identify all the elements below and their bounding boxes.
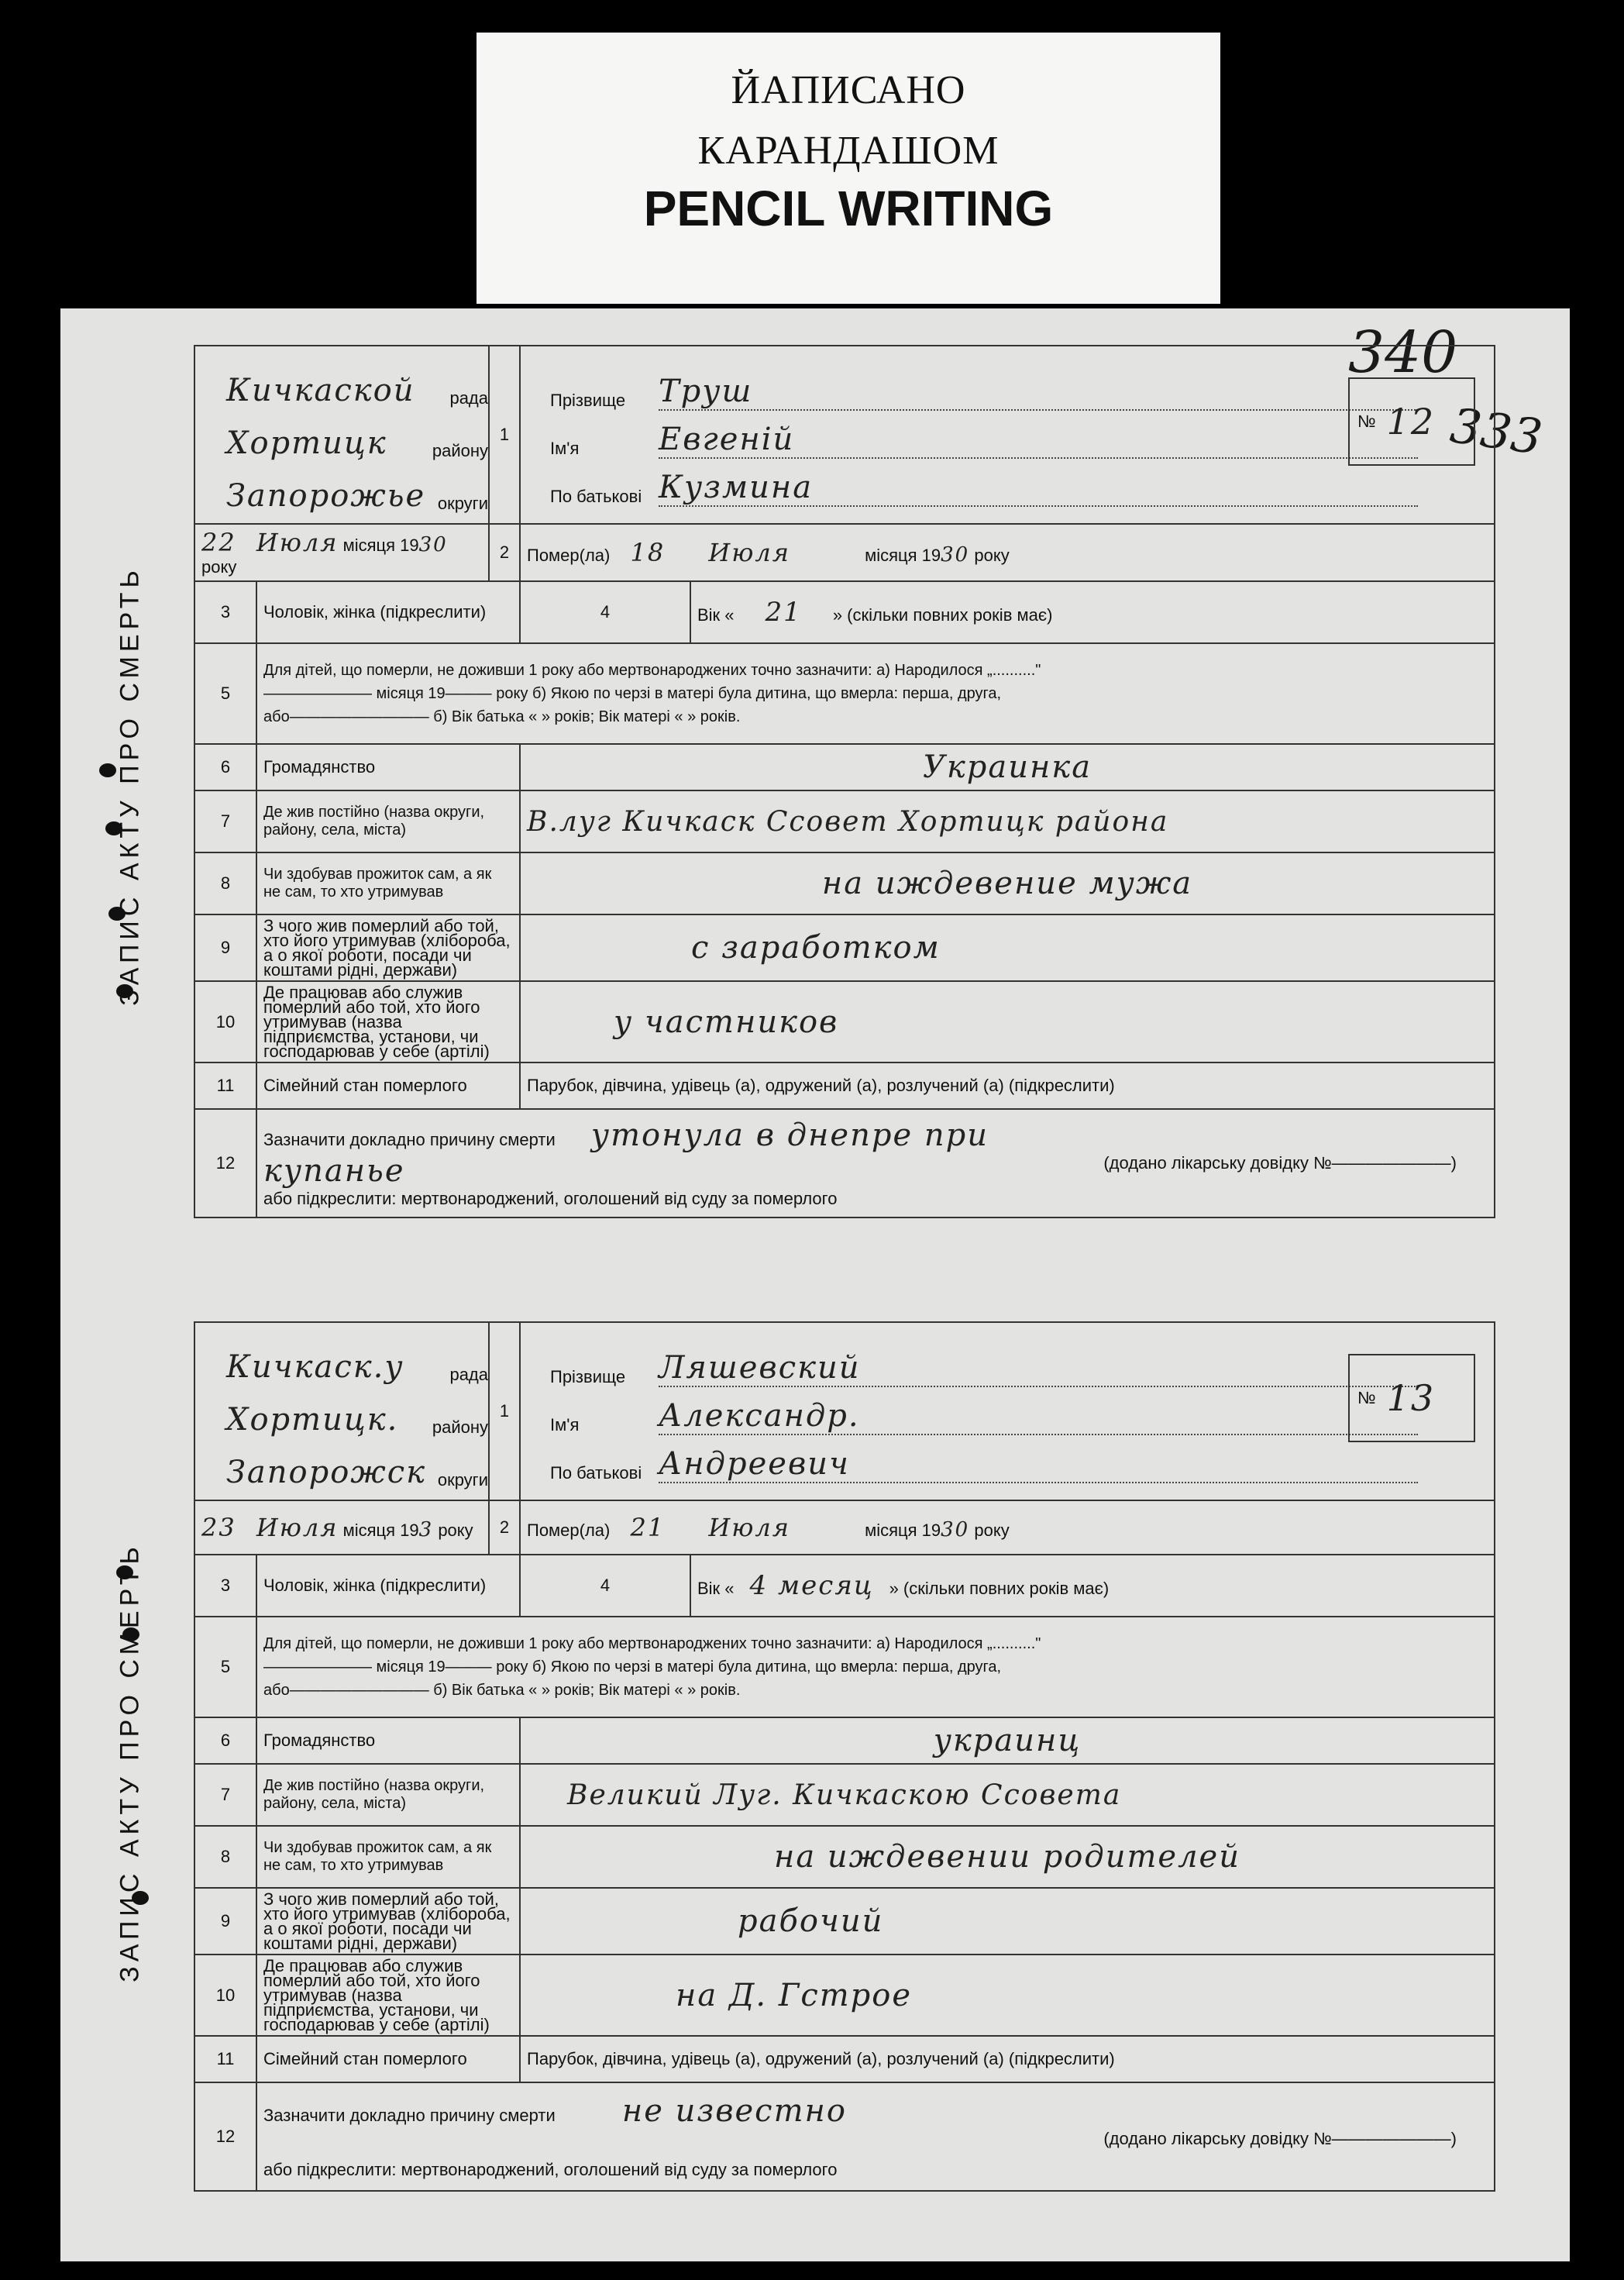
reg-day: 22: [201, 528, 236, 557]
name-block: [520, 1322, 1495, 1500]
death-year: 30: [941, 543, 970, 567]
surname-label: Прізвище: [550, 1367, 626, 1386]
residence-label: Де жив постійно (назва округи, району, села, міста): [256, 790, 520, 852]
source-label: З чого жив померлий або той, хто його утримував (хлібороба, а о якої роботи, посади чи коштами рідні, держави): [256, 1888, 520, 1955]
source-value: рабочий: [738, 1903, 884, 1939]
death-label: Помер(ла): [527, 546, 611, 565]
name-value: Евгенiй: [659, 422, 1418, 459]
reg-month-label: місяця 19: [342, 536, 419, 555]
name-value: Александр.: [659, 1398, 1418, 1435]
livelihood-label: Чи здобував прожиток сам, а як не сам, то хто утримував: [256, 1826, 520, 1888]
registration-date: [194, 1500, 489, 1555]
livelihood-label: Чи здобував прожиток сам, а як не сам, то хто утримував: [256, 852, 520, 914]
registration-date: [194, 524, 489, 581]
name-label: Ім'я: [550, 1415, 580, 1434]
children-field: Для дітей, що померли, не доживши 1 року або мертвонароджених точно зазначити: а) Народилося „.........." ——————— місяця 19——— року б) Якою по черзі в матері була дитина, що вмерла: перша, друга, або————————— б) Вік батька « » років; Вік матері « » років.: [256, 1617, 1495, 1717]
record-number-box: [1348, 377, 1475, 466]
cause-value-2: купанье: [263, 1153, 405, 1189]
work-label: Де працював або служив померлий або той, хто його утримував (назва підприємства, установи, чи господарював у себе (артілі): [256, 1955, 520, 2036]
rada-label: рада: [449, 388, 488, 408]
reg-year: 3: [418, 1518, 434, 1541]
registration-block: [194, 1322, 489, 1500]
label-line-1: ЙАПИСАНО: [731, 68, 966, 112]
death-record-1: [115, 345, 1495, 1226]
age-suffix: » (скільки повних років має): [889, 1579, 1110, 1598]
death-month-label: місяця 19: [865, 1521, 941, 1540]
cause-note: або підкреслити: мертвонароджений, оголошений від суду за померлого: [263, 1189, 838, 1208]
livelihood-value: на иждевение мужа: [821, 866, 1193, 901]
field-number: 1: [489, 346, 520, 524]
record-number-label: №: [1357, 412, 1376, 431]
side-title: ЗАПИС АКТУ ПРО СМЕРТЬ: [115, 1541, 145, 1982]
side-title: ЗАПИС АКТУ ПРО СМЕРТЬ: [115, 565, 145, 1006]
okrug-value: Запорожск: [226, 1455, 427, 1490]
work-label: Де працював або служив померлий або той, хто його утримував (назва підприємства, установи, чи господарював у себе (артілі): [256, 981, 520, 1063]
source-label: З чого жив померлий або той, хто його утримував (хлібороба, а о якої роботи, посади чи коштами рідні, держави): [256, 914, 520, 981]
record-table: Кичкаск.у рада Хортицк. району Запорожск округи 1 Прізвище Ляшевский Ім'я Александр. По батькові Андреевич № 13 23 Июля місяця 193 року 2 Помер(ла) 21 Июля місяця 1930 року 3 Чоловік, жінка (підкреслити) 4 Вік « 4 месяц » (скільки повних років має) 5 Для дітей, що померли, не доживши 1 року або мертвонароджених точно зазначити: а) Народилося „.........." ——————— місяця 19——— року б) Якою по черзі в матері була дитина, що вмерла: перша, друга, або————————— б) Вік батька « » років; Вік матері « » років. 6 Громадянство украинц 7 Де жив постійно (назва округи, району, села, міста) Великий Луг. Кичкаскою Ссовета 8 Чи здобував прожиток сам, а як не сам, то хто утримував на иждевении родителей 9 З чого жив померлий або той, хто його утримував (хлібороба, а о якої роботи, посади чи коштами рідні, держави) рабочий 10 Де працював або служив померлий або той, хто його утримував (назва підприємства, установи, чи господарював у себе (артілі) на Д. Гстрое 11 Сімейний стан померлого Парубок, дівчина, удівець (а), одружений (а), розлучений (а) (підкреслити) 12 Зазначити докладно причину смерти не известно (додано лікарську довідку №———————) або підкреслити: мертвонароджений, оголошений від суду за померлого: [194, 1321, 1495, 2192]
age-field: [690, 1555, 1495, 1617]
death-day: 18: [630, 538, 666, 567]
citizenship-value: украинц: [933, 1723, 1082, 1758]
death-label: Помер(ла): [527, 1521, 611, 1540]
death-month: Июля: [708, 1513, 790, 1542]
residence-value: Великий Луг. Кичкаскою Ссовета: [567, 1779, 1122, 1811]
reg-month-label: місяця 19: [342, 1521, 419, 1540]
patronymic-value: Андреевич: [659, 1446, 1418, 1483]
family-label: Сімейний стан померлого: [256, 2036, 520, 2082]
children-field: Для дітей, що померли, не доживши 1 року або мертвонароджених точно зазначити: а) Народилося „.........." ——————— місяця 19——— року б) Якою по черзі в матері була дитина, що вмерла: перша, друга, або————————— б) Вік батька « » років; Вік матері « » років.: [256, 643, 1495, 744]
surname-value: Труш: [659, 374, 1418, 411]
name-block: [520, 346, 1495, 524]
age-label: Вік «: [697, 1579, 735, 1598]
age-label: Вік «: [697, 605, 735, 625]
death-date: [520, 524, 1495, 581]
record-table: Кичкаской рада Хортицк району Запорожье округи 1 Прізвище Труш Ім'я Евгенiй По батькові Кузмина № 12 22 Июля місяця 1930 року 2 Помер(ла) 18 Июля місяця 1930 року 3 Чоловік, жінка (підкреслити) 4 Вік « 21 » (скільки повних років має) 5 Для дітей, що померли, не доживши 1 року або мертвонароджених точно зазначити: а) Народилося „.........." ——————— місяця 19——— року б) Якою по черзі в матері була дитина, що вмерла: перша, друга, або————————— б) Вік батька « » років; Вік матері « » років. 6 Громадянство Украинка 7 Де жив постійно (назва округи, району, села, міста) В.луг Кичкаск Ссовет Хортицк района 8 Чи здобував прожиток сам, а як не сам, то хто утримував на иждевение мужа 9 З чого жив померлий або той, хто його утримував (хлібороба, а о якої роботи, посади чи коштами рідні, держави) с заработком 10 Де працював або служив померлий або той, хто його утримував (назва підприємства, установи, чи господарював у себе (артілі) у частников 11 Сімейний стан померлого Парубок, дівчина, удівець (а), одружений (а), розлучений (а) (підкреслити) 12 Зазначити докладно причину смерти утонула в днепре при купанье (додано лікарську довідку №———————) або підкреслити: мертвонароджений, оголошений від суду за померлого: [194, 345, 1495, 1218]
cause-cert: (додано лікарську довідку №———————): [1103, 2129, 1457, 2148]
work-value: на Д. Гстрое: [676, 1977, 913, 2013]
death-date: [520, 1500, 1495, 1555]
record-number-value: 13: [1386, 1377, 1436, 1419]
citizenship-label: Громадянство: [256, 744, 520, 790]
cause-field: [256, 2082, 1495, 2191]
rada-value: Кичкаск.у: [226, 1349, 404, 1385]
source-value: с заработком: [691, 930, 941, 966]
name-label: Ім'я: [550, 439, 580, 458]
age-value: 4 месяц: [749, 1570, 874, 1601]
registration-block: [194, 346, 489, 524]
punch-hole: [99, 763, 116, 777]
residence-label: Де жив постійно (назва округи, району, села, міста): [256, 1764, 520, 1826]
citizenship-label: Громадянство: [256, 1717, 520, 1764]
pencil-writing-label-card: [477, 33, 1220, 304]
cause-value-1: утонула в днепре при: [590, 1118, 989, 1153]
livelihood-value: на иждевении родителей: [773, 1839, 1240, 1875]
reg-month: Июля: [256, 528, 339, 557]
age-field: [690, 581, 1495, 643]
cause-value-1: не известно: [621, 2093, 847, 2129]
patronymic-label: По батькові: [550, 1463, 642, 1483]
okrug-label: округи: [437, 494, 488, 513]
sex-field: Чоловік, жінка (підкреслити): [256, 1555, 520, 1617]
patronymic-label: По батькові: [550, 487, 642, 506]
okrug-value: Запорожье: [226, 478, 426, 514]
death-year: 30: [941, 1518, 970, 1541]
work-value: у частников: [614, 1004, 839, 1040]
label-line-2: КАРАНДАШОМ: [697, 129, 1000, 173]
label-line-3: PENCIL WRITING: [643, 181, 1054, 236]
raion-value: Хортицк: [226, 425, 387, 461]
family-options: Парубок, дівчина, удівець (а), одружений (а), розлучений (а) (підкреслити): [520, 1063, 1495, 1109]
record-number-label: №: [1357, 1388, 1376, 1407]
record-number-value: 12: [1386, 401, 1436, 443]
reg-year-label: року: [201, 557, 237, 577]
citizenship-value: Украинка: [922, 749, 1092, 785]
record-number-box: [1348, 1354, 1475, 1442]
residence-value: В.луг Кичкаск Ссовет Хортицк района: [527, 805, 1169, 838]
page-number-extra: 333: [1447, 397, 1546, 466]
okrug-label: округи: [437, 1470, 488, 1490]
family-label: Сімейний стан померлого: [256, 1063, 520, 1109]
raion-value: Хортицк.: [226, 1402, 399, 1438]
cause-field: [256, 1109, 1495, 1217]
family-options: Парубок, дівчина, удівець (а), одружений (а), розлучений (а) (підкреслити): [520, 2036, 1495, 2082]
death-record-2: [115, 1321, 1495, 2203]
death-day: 21: [630, 1513, 666, 1542]
surname-label: Прізвище: [550, 391, 626, 410]
cause-cert: (додано лікарську довідку №———————): [1103, 1153, 1457, 1173]
death-month-label: місяця 19: [865, 546, 941, 565]
patronymic-value: Кузмина: [659, 470, 1418, 507]
reg-year-label: року: [438, 1521, 473, 1540]
reg-year: 30: [418, 533, 448, 556]
cause-label: Зазначити докладно причину смерти: [263, 1130, 556, 1149]
death-year-label: року: [974, 1521, 1010, 1540]
death-month: Июля: [708, 538, 790, 567]
age-value: 21: [765, 597, 802, 628]
death-year-label: року: [974, 546, 1010, 565]
sex-field: Чоловік, жінка (підкреслити): [256, 581, 520, 643]
age-suffix: » (скільки повних років має): [832, 605, 1053, 625]
rada-label: рада: [449, 1365, 488, 1384]
surname-value: Ляшевский: [659, 1350, 1418, 1387]
cause-note: або підкреслити: мертвонароджений, оголошений від суду за померлого: [263, 2160, 838, 2179]
cause-label: Зазначити докладно причину смерти: [263, 2106, 556, 2125]
rada-value: Кичкаской: [226, 373, 415, 408]
raion-label: району: [432, 1417, 488, 1437]
page-number: 340: [1348, 319, 1458, 386]
raion-label: району: [432, 441, 488, 460]
reg-month: Июля: [256, 1513, 339, 1542]
reg-day: 23: [201, 1513, 236, 1542]
